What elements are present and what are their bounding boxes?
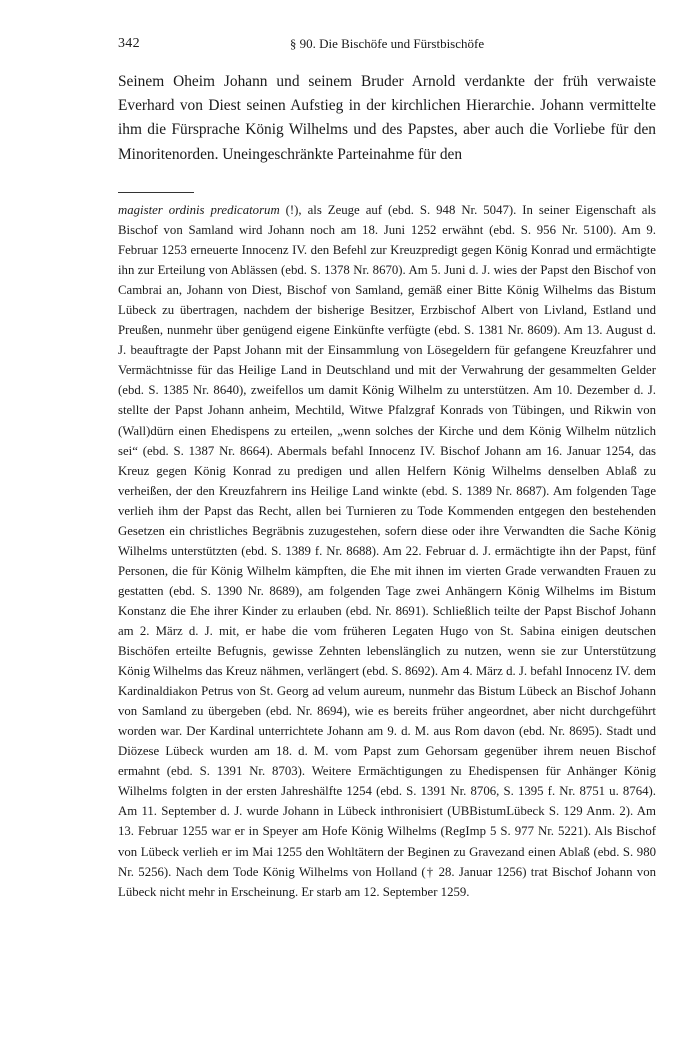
main-paragraph: Seinem Oheim Johann und seinem Bruder Arnold verdankte der früh verwaiste Everhard von Diest seinen Aufstieg in der kirchlichen Hierarchie. Johann vermittelte ihm die Fürsprache König Wilhelms und des Papstes, aber auch die Vorliebe für den Minoritenorden. Uneingeschränkte Parteinahme für den	[118, 73, 656, 163]
running-head: § 90. Die Bischöfe und Fürstbischöfe	[289, 36, 485, 51]
footnote-body: (!), als Zeuge auf (ebd. S. 948 Nr. 5047). In seiner Eigenschaft als Bischof von Samland wird Johann noch am 18. Juni 1252 erwähnt (ebd. S. 956 Nr. 5100). Am 9. Februar 1253 erneuerte Innocenz IV. den Befehl zur Kreuzpredigt gegen König Konrad und ermächtigte ihn zur Erteilung von Ablässen (ebd. S. 1378 Nr. 8670). Am 5. Juni d. J. wies der Papst den Bischof von Cambrai an, Johann von Diest, Bischof von Samland, gemäß einer Bitte König Wilhelms das Bistum Lübeck zu übertragen, nachdem der bisherige Besitzer, Erzbischof Albert von Livland, Estland und Preußen, nunmehr über genügend eigene Einkünfte verfügte (ebd. S. 1381 Nr. 8609). Am 13. August d. J. beauftragte der Papst Johann mit der Einsammlung von Lösegeldern für gefangene Kreuzfahrer und Vermächtnisse für das Heilige Land in Deutschland und mit der Verwahrung der gesammelten Gelder (ebd. S. 1385 Nr. 8640), zweifellos um damit König Wilhelm zu unterstützen. Am 10. Dezember d. J. stellte der Papst Johann anheim, Mechtild, Witwe Pfalzgraf Konrads von Tübingen, und Rikwin von (Wall)dürn einen Ehedispens zu erteilen, „wenn solches der Kirche und dem König Wilhelm nützlich sei“ (ebd. S. 1387 Nr. 8664). Abermals befahl Innocenz IV. Bischof Johann am 16. Januar 1254, das Kreuz gegen König Konrad zu predigen und allen Helfern König Wilhelms denselben Ablaß zu verheißen, der den Kreuzfahrern ins Heilige Land winkte (ebd. S. 1389 Nr. 8687). Am folgenden Tage verlieh ihm der Papst das Recht, allen bei Turnieren zu Tode Kommenden entgegen den bestehenden Gesetzen ein christliches Begräbnis zuzugestehen, sofern diese oder ihre Verwandten die Sache König Wilhelms unterstützten (ebd. S. 1389 f. Nr. 8688). Am 22. Februar d. J. ermächtigte ihn der Papst, fünf Personen, die für König Wilhelm kämpften, die Ehe mit ihnen im vierten Grade verwandten Frauen zu gestatten (ebd. S. 1390 Nr. 8689), am folgenden Tage zwei Anhängern König Wilhelms im Bistum Konstanz die Ehe ihrer Kinder zu erlauben (ebd. Nr. 8691). Schließlich teilte der Papst Bischof Johann am 2. März d. J. mit, er habe die vom früheren Legaten Hugo von St. Sabina einigen deutschen Bischöfen erteilte Befugnis, gewisse Zehnten lebenslänglich zu nutzen, wenn sie zur Unterstützung König Wilhelms das Kreuz nähmen, verlängert (ebd. S. 8692). Am 4. März d. J. befahl Innocenz IV. dem Kardinaldiakon Petrus von St. Georg ad velum aureum, nunmehr das Bistum Lübeck an Bischof Johann von Samland zu übergeben (ebd. Nr. 8694), wie es bereits früher angeordnet, aber nicht durchgeführt worden war. Der Kardinal unterrichtete Johann am 9. d. M. aus Rom davon (ebd. Nr. 8695). Stadt und Diözese Lübeck wurden am 18. d. M. vom Papst zum Gehorsam gegenüber ihrem neuen Bischof ermahnt (ebd. S. 1391 Nr. 8703). Weitere Ermächtigungen zu Ehedispensen für Anhänger König Wilhelms folgten in der ersten Jahreshälfte 1254 (ebd. S. 1391 Nr. 8706, S. 1395 f. Nr. 8751 u. 8764). Am 11. September d. J. wurde Johann in Lübeck inthronisiert (UBBistumLübeck S. 129 Anm. 2). Am 13. Februar 1255 war er in Speyer am Hofe König Wilhelms (RegImp 5 S. 977 Nr. 5221). Als Bischof von Lübeck verlieh er im Mai 1255 den Wohltätern der Beginen zu Gravezand einen Ablaß (ebd. S. 980 Nr. 5256). Nach dem Tode König Wilhelms von Holland († 28. Januar 1256) trat Bischof Johann von Lübeck nicht mehr in Erscheinung. Er starb am 12. September 1259.	[118, 203, 656, 899]
page-header	[118, 36, 656, 56]
footnote-divider	[118, 192, 194, 193]
page-number: 342	[118, 36, 140, 51]
footnote-text	[118, 200, 656, 902]
footnote-italic-lead: magister ordinis predicatorum	[118, 203, 280, 217]
